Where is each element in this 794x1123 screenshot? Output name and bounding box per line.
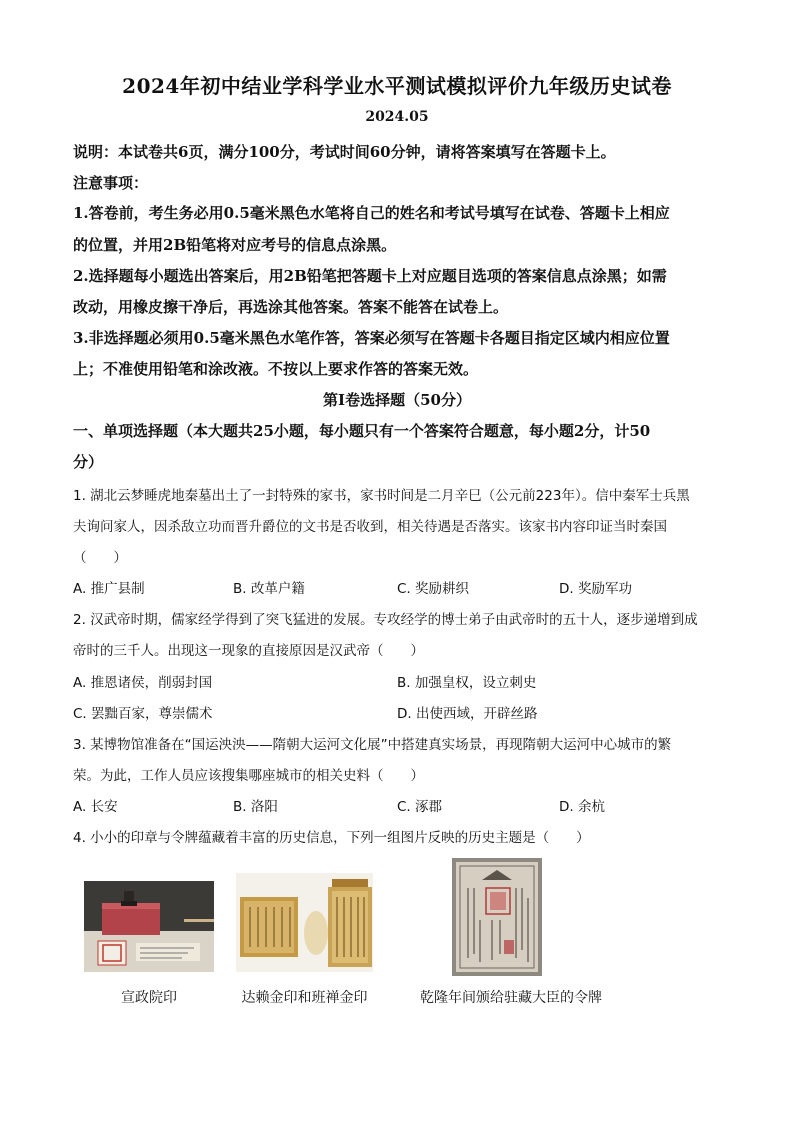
question-1-option-c: C. 奖励耕织	[397, 581, 470, 597]
question-4-line-1: 4. 小小的印章与令牌蕴藏着丰富的历史信息，下列一组图片反映的历史主题是（ ）	[73, 830, 590, 846]
caption-golden-seals: 达赖金印和班禅金印	[241, 990, 368, 1006]
notice-item-1-line-1: 1.答卷前，考生务必用0.5毫米黑色水笔将自己的姓名和考试号填写在试卷、答题卡上相应	[73, 204, 670, 222]
exam-title: 2024年初中结业学科学业水平测试模拟评价九年级历史试卷	[122, 74, 672, 98]
notice-item-2-line-1: 2.选择题每小题选出答案后，用2B铅笔把答题卡上对应题目选项的答案信息点涂黑；如需	[73, 267, 667, 285]
question-3-option-b: B. 洛阳	[233, 799, 278, 815]
instructions-intro: 说明：本试卷共6页，满分100分，考试时间60分钟，请将答案填写在答题卡上。	[73, 143, 616, 161]
notice-item-2-line-2: 改动，用橡皮擦干净后，再选涂其他答案。答案不能答在试卷上。	[73, 298, 509, 316]
question-1-option-b: B. 改革户籍	[233, 581, 305, 597]
section-heading-line-2: 分）	[73, 453, 104, 471]
question-2-option-d: D. 出使西域，开辟丝路	[397, 706, 538, 722]
exam-date: 2024.05	[365, 109, 429, 125]
xuanzhengyuan-seal-photo	[84, 881, 214, 972]
question-1-option-d: D. 奖励军功	[559, 581, 632, 597]
question-3-option-d: D. 余杭	[559, 799, 605, 815]
caption-xuanzhengyuan-seal: 宣政院印	[121, 990, 177, 1006]
qianlong-token-photo	[452, 858, 542, 976]
question-1-line-1: 1. 湖北云梦睡虎地秦墓出土了一封特殊的家书，家书时间是二月辛巳（公元前223年）。信中秦军士兵黑	[73, 488, 690, 504]
question-2-option-c: C. 罢黜百家，尊崇儒术	[73, 706, 213, 722]
question-3-option-c: C. 涿郡	[397, 799, 443, 815]
question-3-line-2: 荣。为此，工作人员应该搜集哪座城市的相关史料（ ）	[73, 768, 424, 784]
question-2-line-1: 2. 汉武帝时期，儒家经学得到了突飞猛进的发展。专攻经学的博士弟子由武帝时的五十人，逐步递增到成	[73, 612, 698, 628]
notice-item-3-line-1: 3.非选择题必须用0.5毫米黑色水笔作答，答案必须写在答题卡各题目指定区域内相应位置	[73, 329, 670, 347]
golden-seals-photo	[236, 873, 373, 972]
question-3-line-1: 3. 某博物馆准备在“国运泱泱——隋朝大运河文化展”中搭建真实场景，再现隋朝大运河中心城市的繁	[73, 737, 672, 753]
notice-item-3-line-2: 上；不准使用铅笔和涂改液。不按以上要求作答的答案无效。	[73, 360, 479, 378]
question-1-line-2: 夫询问家人，因杀敌立功而晋升爵位的文书是否收到，相关待遇是否落实。该家书内容印证当时秦国	[73, 519, 667, 535]
section-heading-line-1: 一、单项选择题（本大题共25小题，每小题只有一个答案符合题意，每小题2分，计50	[73, 422, 651, 440]
question-1-option-a: A. 推广县制	[73, 581, 145, 597]
question-1-line-3: （ ）	[73, 550, 127, 566]
question-2-option-a: A. 推恩诸侯，削弱封国	[73, 675, 213, 691]
question-2-option-b: B. 加强皇权，设立刺史	[397, 675, 537, 691]
question-3-option-a: A. 长安	[73, 799, 118, 815]
part-heading: 第Ⅰ卷选择题（50分）	[323, 391, 471, 409]
caption-qianlong-token: 乾隆年间颁给驻藏大臣的令牌	[420, 990, 602, 1006]
question-2-line-2: 帝时的三千人。出现这一现象的直接原因是汉武帝（ ）	[73, 643, 424, 659]
notice-item-1-line-2: 的位置，并用2B铅笔将对应考号的信息点涂黑。	[73, 236, 397, 254]
notice-heading: 注意事项：	[73, 174, 149, 192]
